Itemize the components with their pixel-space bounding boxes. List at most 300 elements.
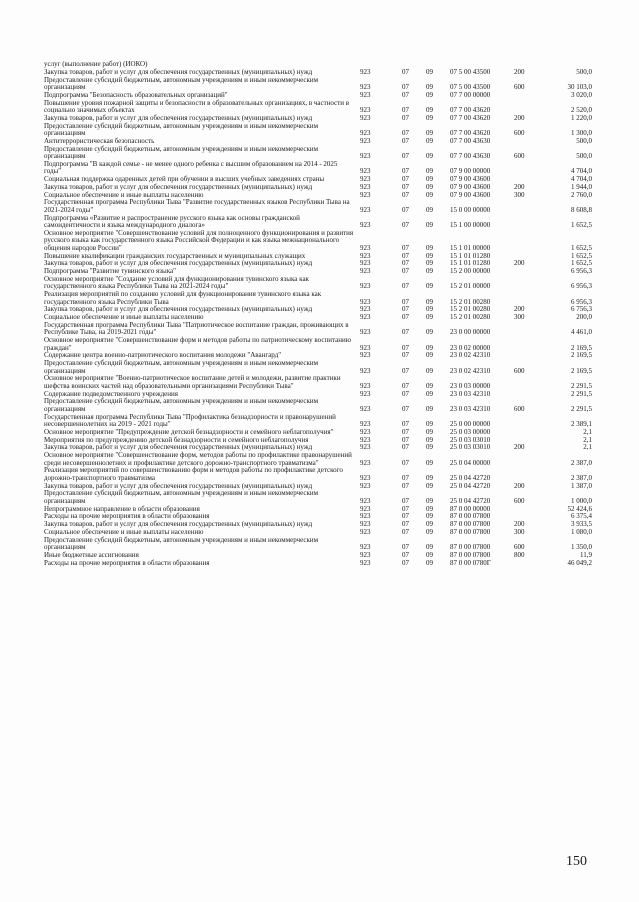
section-code: 07 — [402, 175, 409, 183]
subsection-code: 09 — [426, 389, 433, 398]
subsection-code: 09 — [426, 404, 433, 413]
ministry-code: 923 — [360, 381, 371, 390]
section-code: 07 — [402, 550, 409, 559]
subsection-code: 09 — [426, 182, 433, 191]
target-article-code: 07 5 00 43500 — [450, 83, 491, 91]
target-article-code: 07 7 00 43630 — [450, 152, 491, 160]
table-row — [44, 215, 592, 230]
section-code: 07 — [402, 313, 409, 321]
item-name: Предоставление субсидий бюджетным, автономным учреждениям и иным некоммерческим организациям — [44, 489, 319, 505]
target-article-code: 07 7 00 43620 — [450, 129, 491, 137]
section-code: 07 — [402, 182, 409, 191]
amount: 1 387,0 — [571, 481, 592, 490]
subsection-code: 09 — [426, 420, 433, 428]
section-code: 07 — [402, 167, 409, 176]
target-article-code: 23 0 03 42310 — [450, 389, 491, 398]
target-article-code: 25 0 00 00000 — [450, 420, 491, 428]
expense-type-code: 300 — [514, 313, 525, 321]
expense-type-code: 200 — [514, 259, 525, 268]
target-article-code: 87 0 00 0780Г — [450, 558, 491, 567]
ministry-code: 923 — [360, 550, 371, 559]
subsection-code: 09 — [426, 221, 433, 229]
amount: 4 461,0 — [571, 328, 592, 337]
subsection-code: 09 — [426, 343, 433, 352]
section-code: 07 — [402, 190, 409, 199]
target-article-code: 25 0 04 42720 — [450, 496, 491, 505]
subsection-code: 09 — [426, 366, 433, 375]
section-code: 07 — [402, 458, 409, 467]
ministry-code: 923 — [360, 496, 371, 505]
ministry-code: 923 — [360, 243, 371, 252]
ministry-code: 923 — [360, 83, 371, 91]
item-name: Расходы на прочие мероприятия в области образования — [44, 512, 210, 521]
ministry-code: 923 — [360, 190, 371, 199]
table-row — [44, 360, 592, 375]
subsection-code: 09 — [426, 190, 433, 199]
table-row — [44, 467, 592, 482]
subsection-code: 09 — [426, 251, 433, 260]
subsection-code: 09 — [426, 381, 433, 390]
amount: 1 300,0 — [571, 129, 592, 137]
item-name: Подпрограмма "Безопасность образовательных организаций" — [44, 90, 228, 99]
ministry-code: 923 — [360, 113, 371, 122]
subsection-code: 09 — [426, 205, 433, 214]
subsection-code: 09 — [426, 427, 433, 436]
subsection-code: 09 — [426, 67, 433, 76]
amount: 2,1 — [583, 443, 592, 452]
item-name: Закупка товаров, работ и услуг для обеспечения государственных (муниципальных) нужд — [44, 259, 313, 268]
ministry-code: 923 — [360, 205, 371, 214]
ministry-code: 923 — [360, 435, 371, 444]
subsection-code: 09 — [426, 351, 433, 360]
section-code: 07 — [402, 481, 409, 490]
section-code: 07 — [402, 205, 409, 214]
target-article-code: 25 0 04 42720 — [450, 481, 491, 490]
target-article-code: 15 2 00 00000 — [450, 267, 491, 275]
item-name: Закупка товаров, работ и услуг для обеспечения государственных (муниципальных) нужд — [44, 305, 313, 314]
ministry-code: 923 — [360, 351, 371, 360]
item-name: Расходы на прочие мероприятия в области образования — [44, 558, 210, 567]
target-article-code: 87 0 00 07800 — [450, 527, 491, 536]
table-row — [44, 452, 592, 467]
expense-type-code: 200 — [514, 67, 525, 76]
amount: 6 956,3 — [571, 267, 592, 275]
section-code: 07 — [402, 83, 409, 91]
subsection-code: 09 — [426, 481, 433, 490]
amount: 6 756,3 — [571, 305, 592, 314]
subsection-code: 09 — [426, 243, 433, 252]
target-article-code: 25 0 03 00000 — [450, 427, 491, 436]
item-name: услуг (выполнение работ) (ИОКО) — [44, 60, 148, 68]
ministry-code: 923 — [360, 443, 371, 452]
target-article-code: 07 7 00 43620 — [450, 113, 491, 122]
target-article-code: 15 1 01 01280 — [450, 251, 491, 260]
item-name: Предоставление субсидий бюджетным, автономным учреждениям и иным некоммерческим организациям — [44, 75, 319, 91]
table-row — [44, 230, 592, 253]
amount: 2 291,5 — [571, 404, 592, 413]
subsection-code: 09 — [426, 267, 433, 275]
section-code: 07 — [402, 443, 409, 452]
item-name: Предоставление субсидий бюджетным, автономным учреждениям и иным некоммерческим организациям — [44, 359, 319, 375]
ministry-code: 923 — [360, 182, 371, 191]
subsection-code: 09 — [426, 83, 433, 91]
amount: 2 387,0 — [571, 473, 592, 482]
subsection-code: 09 — [426, 527, 433, 536]
amount: 2 389,1 — [571, 420, 592, 428]
subsection-code: 09 — [426, 175, 433, 183]
item-name: Реализация мероприятий по созданию условий для функционирования тувинского языка как государственного языка Республики Тыва — [44, 290, 322, 306]
item-name: Содержание подведомственного учреждения — [44, 389, 178, 398]
section-code: 07 — [402, 543, 409, 551]
ministry-code: 923 — [360, 343, 371, 352]
subsection-code: 09 — [426, 520, 433, 528]
amount: 500,0 — [576, 67, 592, 76]
expense-type-code: 200 — [514, 443, 525, 452]
item-name: Предоставление субсидий бюджетным, автономным учреждениям и иным некоммерческим организациям — [44, 121, 319, 137]
table-row — [44, 276, 592, 291]
item-name: Закупка товаров, работ и услуг для обеспечения государственных (муниципальных) нужд — [44, 520, 313, 528]
table-row — [44, 77, 592, 92]
section-code: 07 — [402, 152, 409, 160]
table-row — [44, 375, 592, 390]
item-name: Закупка товаров, работ и услуг для обеспечения государственных (муниципальных) нужд — [44, 481, 313, 490]
table-row — [44, 398, 592, 413]
table-row — [44, 199, 592, 214]
item-name: Содержание центра военно-патриотического воспитания молодежи "Авангард" — [44, 351, 282, 360]
subsection-code: 09 — [426, 259, 433, 268]
amount: 52 424,6 — [567, 504, 592, 513]
table-row — [44, 100, 592, 115]
subsection-code: 09 — [426, 496, 433, 505]
target-article-code: 15 2 01 00280 — [450, 313, 491, 321]
section-code: 07 — [402, 520, 409, 528]
section-code: 07 — [402, 527, 409, 536]
target-article-code: 15 0 00 00000 — [450, 205, 491, 214]
item-name: Основное мероприятие "Предупреждение детской безнадзорности и семейного неблагополучия" — [44, 427, 334, 436]
ministry-code: 923 — [360, 221, 371, 229]
ministry-code: 923 — [360, 167, 371, 176]
ministry-code: 923 — [360, 458, 371, 467]
target-article-code: 15 1 00 00000 — [450, 221, 491, 229]
amount: 3 020,0 — [571, 90, 592, 99]
subsection-code: 09 — [426, 512, 433, 521]
subsection-code: 09 — [426, 504, 433, 513]
amount: 2 291,5 — [571, 389, 592, 398]
subsection-code: 09 — [426, 458, 433, 467]
table-row — [44, 414, 592, 429]
ministry-code: 923 — [360, 481, 371, 490]
subsection-code: 09 — [426, 435, 433, 444]
target-article-code: 15 2 01 00000 — [450, 282, 491, 291]
ministry-code: 923 — [360, 313, 371, 321]
section-code: 07 — [402, 267, 409, 275]
subsection-code: 09 — [426, 443, 433, 452]
section-code: 07 — [402, 389, 409, 398]
amount: 2,1 — [583, 427, 592, 436]
item-name: Основное мероприятие "Военно-патриотическое воспитание детей и молодежи, развитие практики шефства воинских частей над образовательными организациями Республики Тыва" — [44, 374, 341, 390]
section-code: 07 — [402, 473, 409, 482]
target-article-code: 87 0 00 07800 — [450, 543, 491, 551]
target-article-code: 07 7 00 00000 — [450, 90, 491, 99]
amount: 2 387,0 — [571, 458, 592, 467]
section-code: 07 — [402, 496, 409, 505]
amount: 2 760,0 — [571, 190, 592, 199]
ministry-code: 923 — [360, 389, 371, 398]
target-article-code: 07 9 00 00000 — [450, 167, 491, 176]
subsection-code: 09 — [426, 113, 433, 122]
section-code: 07 — [402, 351, 409, 360]
table-row — [44, 123, 592, 138]
section-code: 07 — [402, 136, 409, 145]
section-code: 07 — [402, 343, 409, 352]
amount: 46 049,2 — [567, 558, 592, 567]
item-name: Закупка товаров, работ и услуг для обеспечения государственных (муниципальных) нужд — [44, 113, 313, 122]
section-code: 07 — [402, 259, 409, 268]
target-article-code: 23 0 02 42310 — [450, 366, 491, 375]
subsection-code: 09 — [426, 543, 433, 551]
item-name: Основное мероприятие "Совершенствование форм, методов работы по профилактике правонарушений среди несовершеннолетних и профилактике детского дорожно-транспортного травматизма" — [44, 451, 352, 467]
ministry-code: 923 — [360, 67, 371, 76]
section-code: 07 — [402, 90, 409, 99]
item-name: Повышение уровня пожарной защиты и безопасности в образовательных организациях, в частности в социально значимых объектах — [44, 98, 350, 114]
table-row — [44, 291, 592, 306]
amount: 30 103,0 — [567, 83, 592, 91]
ministry-code: 923 — [360, 259, 371, 268]
expense-type-code: 300 — [514, 527, 525, 536]
target-article-code: 23 0 03 42310 — [450, 404, 491, 413]
subsection-code: 09 — [426, 167, 433, 176]
target-article-code: 23 0 00 00000 — [450, 328, 491, 337]
amount: 6 956,3 — [571, 282, 592, 291]
section-code: 07 — [402, 243, 409, 252]
item-name: Иные бюджетные ассигнования — [44, 550, 139, 559]
section-code: 07 — [402, 435, 409, 444]
subsection-code: 09 — [426, 152, 433, 160]
target-article-code: 25 0 04 00000 — [450, 458, 491, 467]
subsection-code: 09 — [426, 305, 433, 314]
ministry-code: 923 — [360, 136, 371, 145]
ministry-code: 923 — [360, 527, 371, 536]
target-article-code: 07 7 00 43630 — [450, 136, 491, 145]
ministry-code: 923 — [360, 106, 371, 114]
expense-type-code: 200 — [514, 305, 525, 314]
subsection-code: 09 — [426, 558, 433, 567]
amount: 200,0 — [576, 313, 592, 321]
amount: 2 169,5 — [571, 351, 592, 360]
item-name: Подпрограмма "Развитие тувинского языка" — [44, 267, 176, 275]
expense-type-code: 600 — [514, 83, 525, 91]
expense-type-code: 200 — [514, 113, 525, 122]
target-article-code: 07 9 00 43600 — [450, 175, 491, 183]
item-name: Предоставление субсидий бюджетным, автономным учреждениям и иным некоммерческим организациям — [44, 397, 319, 413]
amount: 4 704,0 — [571, 167, 592, 176]
ministry-code: 923 — [360, 543, 371, 551]
expense-type-code: 200 — [514, 481, 525, 490]
amount: 1 944,0 — [571, 182, 592, 191]
section-code: 07 — [402, 328, 409, 337]
amount: 500,0 — [576, 136, 592, 145]
ministry-code: 923 — [360, 473, 371, 482]
ministry-code: 923 — [360, 129, 371, 137]
section-code: 07 — [402, 113, 409, 122]
page-number: 150 — [566, 854, 587, 869]
subsection-code: 09 — [426, 129, 433, 137]
item-name: Предоставление субсидий бюджетным, автономным учреждениям и иным некоммерческим организациям — [44, 144, 319, 160]
section-code: 07 — [402, 305, 409, 314]
ministry-code: 923 — [360, 520, 371, 528]
section-code: 07 — [402, 420, 409, 428]
section-code: 07 — [402, 381, 409, 390]
item-name: Государственная программа Республики Тыва "Патриотическое воспитание граждан, проживающих в Республике Тыва, на 2019-2021 годы" — [44, 320, 349, 337]
ministry-code: 923 — [360, 404, 371, 413]
item-name: Основное мероприятие "Совершенствование условий для полноценного функционирования и развития русского языка как государственного языка Российской Федерации и как языка межнационального общения народов России" — [44, 228, 354, 252]
item-name: Закупка товаров, работ и услуг для обеспечения государственных (муниципальных) нужд — [44, 182, 313, 191]
target-article-code: 23 0 03 00000 — [450, 381, 491, 390]
ministry-code: 923 — [360, 427, 371, 436]
item-name: Закупка товаров, работ и услуг для обеспечения государственных (муниципальных) нужд — [44, 443, 313, 452]
item-name: Социальное обеспечение и иные выплаты населению — [44, 313, 204, 321]
amount: 1 350,0 — [571, 543, 592, 551]
table-row — [44, 161, 592, 176]
section-code: 07 — [402, 67, 409, 76]
table-row — [44, 337, 592, 352]
target-article-code: 15 2 01 00280 — [450, 297, 491, 306]
subsection-code: 09 — [426, 282, 433, 291]
amount: 2 520,0 — [571, 106, 592, 114]
subsection-code: 09 — [426, 297, 433, 306]
ministry-code: 923 — [360, 420, 371, 428]
table-row — [44, 322, 592, 337]
expense-type-code: 600 — [514, 152, 525, 160]
ministry-code: 923 — [360, 366, 371, 375]
item-name: Социальная поддержка одаренных детей при обучении в высших учебных заведениях страны — [44, 175, 325, 183]
amount: 6 956,3 — [571, 297, 592, 306]
target-article-code: 07 9 00 43600 — [450, 190, 491, 199]
ministry-code: 923 — [360, 267, 371, 275]
target-article-code: 15 2 01 00280 — [450, 305, 491, 314]
amount: 2 169,5 — [571, 366, 592, 375]
section-code: 07 — [402, 366, 409, 375]
target-article-code: 87 0 00 07800 — [450, 512, 491, 521]
ministry-code: 923 — [360, 152, 371, 160]
item-name: Повышение квалификации гражданских государственных и муниципальных служащих — [44, 251, 306, 260]
target-article-code: 87 0 00 07800 — [450, 550, 491, 559]
amount: 500,0 — [576, 152, 592, 160]
target-article-code: 07 9 00 43600 — [450, 182, 491, 191]
subsection-code: 09 — [426, 473, 433, 482]
subsection-code: 09 — [426, 90, 433, 99]
amount: 1 652,5 — [571, 243, 592, 252]
item-name: Подпрограмма «Развитие и распространение русского языка как основы гражданской самоидентичности и языка международного диалога» — [44, 213, 300, 229]
amount: 2,1 — [583, 435, 592, 444]
target-article-code: 07 7 00 43620 — [450, 106, 491, 114]
expense-type-code: 300 — [514, 190, 525, 199]
subsection-code: 09 — [426, 136, 433, 145]
section-code: 07 — [402, 297, 409, 306]
table-row — [44, 560, 592, 568]
expense-type-code: 200 — [514, 520, 525, 528]
amount: 2 291,5 — [571, 381, 592, 390]
amount: 1 652,5 — [571, 251, 592, 260]
subsection-code: 09 — [426, 106, 433, 114]
amount: 4 704,0 — [571, 175, 592, 183]
section-code: 07 — [402, 282, 409, 291]
amount: 3 933,5 — [571, 520, 592, 528]
item-name: Закупка товаров, работ и услуг для обеспечения государственных (муниципальных) нужд — [44, 67, 313, 76]
target-article-code: 15 1 01 00000 — [450, 243, 491, 252]
subsection-code: 09 — [426, 328, 433, 337]
ministry-code: 923 — [360, 175, 371, 183]
target-article-code: 87 0 00 00000 — [450, 504, 491, 513]
item-name: Основное мероприятие "Совершенствование форм и методов работы по патриотическому воспитанию граждан" — [44, 336, 351, 352]
item-name: Основное мероприятие "Создание условий для функционирования тувинского языка как государственного языка Республики Тыва на 2021-2024 годы" — [44, 274, 309, 291]
item-name: Предоставление субсидий бюджетным, автономным учреждениям и иным некоммерческим организациям — [44, 535, 319, 551]
amount: 2 169,5 — [571, 343, 592, 352]
ministry-code: 923 — [360, 305, 371, 314]
section-code: 07 — [402, 129, 409, 137]
budget-table — [44, 61, 592, 567]
table-row — [44, 537, 592, 552]
section-code: 07 — [402, 427, 409, 436]
subsection-code: 09 — [426, 550, 433, 559]
target-article-code: 87 0 00 07800 — [450, 520, 491, 528]
target-article-code: 23 0 02 00000 — [450, 343, 491, 352]
target-article-code: 07 5 00 43500 — [450, 67, 491, 76]
target-article-code: 15 1 01 01280 — [450, 259, 491, 268]
section-code: 07 — [402, 221, 409, 229]
ministry-code: 923 — [360, 504, 371, 513]
ministry-code: 923 — [360, 297, 371, 306]
expense-type-code: 600 — [514, 129, 525, 137]
ministry-code: 923 — [360, 512, 371, 521]
target-article-code: 25 0 03 03010 — [450, 435, 491, 444]
item-name: Социальное обеспечение и иные выплаты населению — [44, 190, 204, 199]
section-code: 07 — [402, 512, 409, 521]
section-code: 07 — [402, 558, 409, 567]
amount: 6 375,4 — [571, 512, 592, 521]
ministry-code: 923 — [360, 282, 371, 291]
subsection-code: 09 — [426, 313, 433, 321]
expense-type-code: 600 — [514, 543, 525, 551]
item-name: Государственная программа Республики Тыва "Развитие государственных языков Республики Тыва на 2021-2024 годы" — [44, 198, 350, 214]
target-article-code: 25 0 04 42720 — [450, 473, 491, 482]
item-name: Мероприятия по предупреждению детской безнадзорности и семейного неблагополучия — [44, 435, 309, 444]
expense-type-code: 200 — [514, 182, 525, 191]
expense-type-code: 800 — [514, 550, 525, 559]
section-code: 07 — [402, 106, 409, 114]
section-code: 07 — [402, 404, 409, 413]
target-article-code: 25 0 03 03010 — [450, 443, 491, 452]
amount: 1 652,5 — [571, 259, 592, 268]
amount: 11,9 — [580, 550, 592, 559]
ministry-code: 923 — [360, 328, 371, 337]
table-row — [44, 490, 592, 505]
item-name: Социальное обеспечение и иные выплаты населению — [44, 527, 204, 536]
amount: 8 608,8 — [571, 205, 592, 214]
item-name: Непрограммное направление в области образования — [44, 504, 200, 513]
ministry-code: 923 — [360, 90, 371, 99]
item-name: Реализация мероприятий по совершенствованию форм и методов работы по профилактике детского дорожно-транспортного травматизма — [44, 466, 343, 482]
ministry-code: 923 — [360, 558, 371, 567]
amount: 1 652,5 — [571, 221, 592, 229]
ministry-code: 923 — [360, 251, 371, 260]
item-name: Государственная программа Республики Тыва "Профилактика безнадзорности и правонарушений несовершеннолетних на 2019 - 2021 годы" — [44, 412, 336, 428]
amount: 1 000,0 — [571, 496, 592, 505]
table-row — [44, 146, 592, 161]
expense-type-code: 600 — [514, 496, 525, 505]
item-name: Антитеррористическая безопасность — [44, 136, 155, 145]
section-code: 07 — [402, 504, 409, 513]
